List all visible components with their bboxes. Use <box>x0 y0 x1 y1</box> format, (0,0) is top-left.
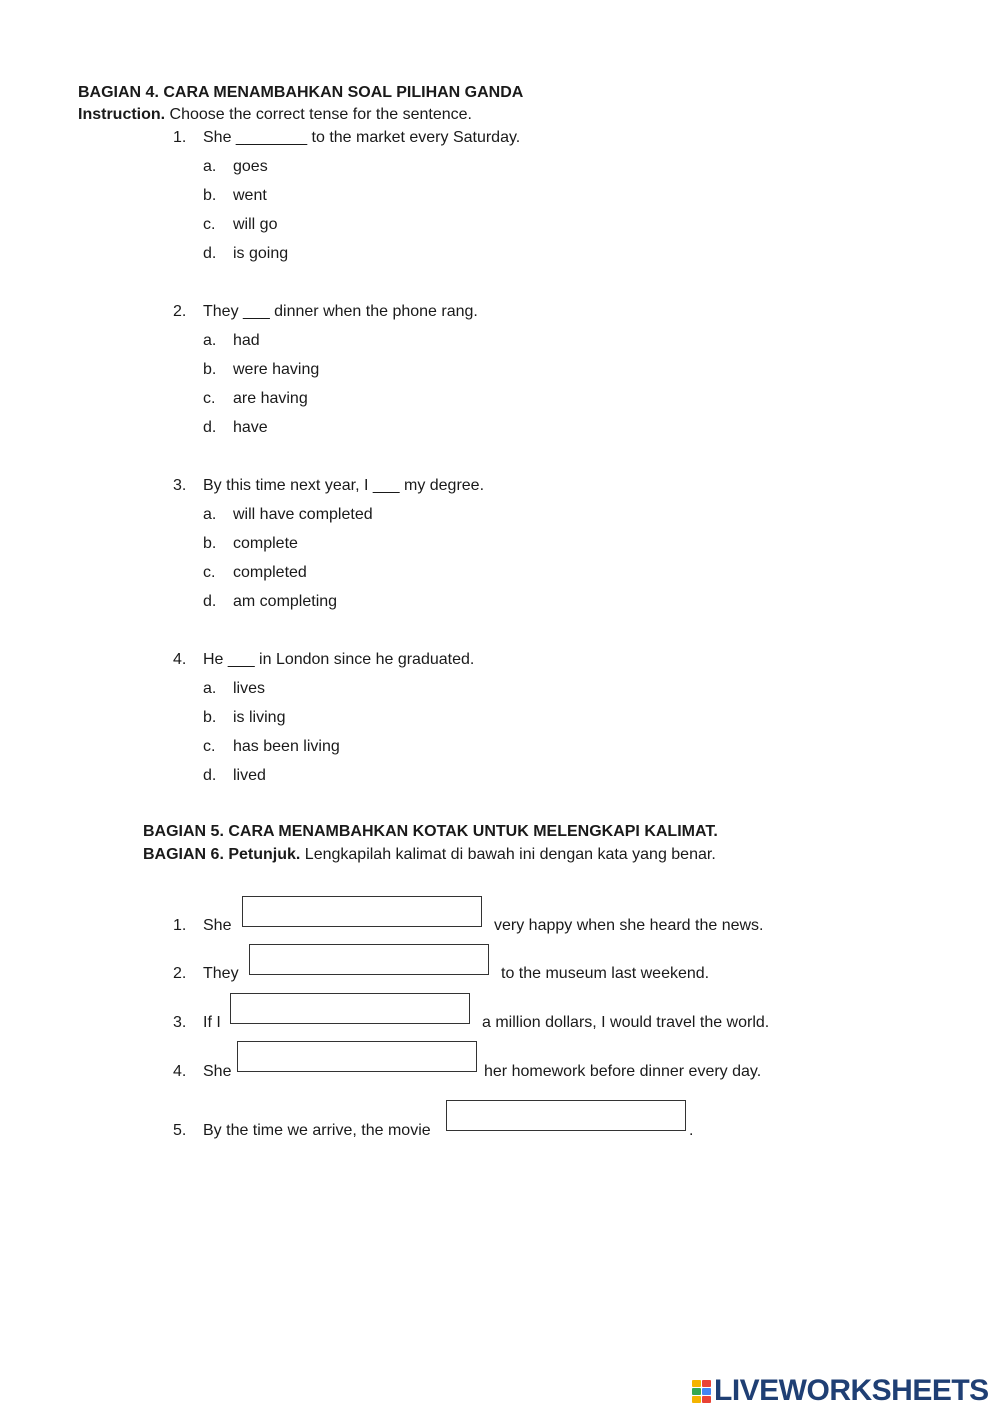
fill-item-2-input[interactable] <box>249 944 489 975</box>
option-4c[interactable] <box>203 738 340 756</box>
fill-item-2-number: 2. <box>173 965 187 982</box>
fill-item-4-input[interactable] <box>237 1041 477 1072</box>
section6-instruction <box>143 846 716 864</box>
question-number: 1. <box>173 129 187 146</box>
section6-text: Lengkapilah kalimat di bawah ini dengan kata yang benar. <box>300 846 716 863</box>
option-letter: b. <box>203 361 217 378</box>
logo-grid-icon <box>692 1380 711 1403</box>
fill-item-5-before: By the time we arrive, the movie <box>203 1122 431 1139</box>
option-text: has been living <box>233 738 340 755</box>
question-text: They ___ dinner when the phone rang. <box>203 303 478 320</box>
option-text: lived <box>233 767 266 784</box>
option-2c[interactable] <box>203 390 308 408</box>
section6-label: Petunjuk. <box>228 846 301 863</box>
fill-item-5-number: 5. <box>173 1122 187 1139</box>
option-text: am completing <box>233 593 338 610</box>
section4-instruction <box>78 106 472 124</box>
option-1c[interactable] <box>203 216 278 234</box>
fill-item-3-after: a million dollars, I would travel the world. <box>482 1014 770 1031</box>
fill-item-4-before: She <box>203 1063 232 1080</box>
section5-title: BAGIAN 5. CARA MENAMBAHKAN KOTAK UNTUK MELENGKAPI KALIMAT. <box>143 823 718 840</box>
question-number: 2. <box>173 303 187 320</box>
option-letter: d. <box>203 767 217 784</box>
question-text: By this time next year, I ___ my degree. <box>203 477 485 494</box>
option-letter: c. <box>203 390 216 407</box>
option-letter: c. <box>203 564 216 581</box>
fill-item-3-number: 3. <box>173 1014 187 1031</box>
fill-item-1-input[interactable] <box>242 896 482 927</box>
option-2a[interactable] <box>203 332 260 350</box>
option-text: will go <box>233 216 278 233</box>
fill-item-1-number: 1. <box>173 917 187 934</box>
option-text: is going <box>233 245 289 262</box>
option-3a[interactable] <box>203 506 373 524</box>
option-3b[interactable] <box>203 535 298 553</box>
option-1d[interactable] <box>203 245 289 263</box>
option-text: have <box>233 419 268 436</box>
fill-item-3-input[interactable] <box>230 993 470 1024</box>
fill-item-2-before: They <box>203 965 239 982</box>
option-letter: a. <box>203 680 217 697</box>
option-letter: a. <box>203 506 217 523</box>
option-3d[interactable] <box>203 593 338 611</box>
question-1 <box>173 129 521 147</box>
option-letter: b. <box>203 709 217 726</box>
question-number: 4. <box>173 651 187 668</box>
option-text: will have completed <box>233 506 373 523</box>
question-text: He ___ in London since he graduated. <box>203 651 475 668</box>
option-text: goes <box>233 158 268 175</box>
option-1b[interactable] <box>203 187 267 205</box>
question-4 <box>173 651 475 669</box>
option-4b[interactable] <box>203 709 286 727</box>
option-letter: b. <box>203 535 217 552</box>
option-4a[interactable] <box>203 680 266 698</box>
option-letter: c. <box>203 738 216 755</box>
liveworksheets-logo <box>692 1375 989 1407</box>
option-letter: a. <box>203 158 217 175</box>
fill-item-4-after: her homework before dinner every day. <box>484 1063 762 1080</box>
option-text: are having <box>233 390 308 407</box>
option-text: is living <box>233 709 286 726</box>
option-letter: b. <box>203 187 217 204</box>
section4-title: BAGIAN 4. CARA MENAMBAHKAN SOAL PILIHAN GANDA <box>78 84 524 101</box>
option-text: completed <box>233 564 307 581</box>
option-text: were having <box>233 361 320 378</box>
fill-item-1-after: very happy when she heard the news. <box>494 917 764 934</box>
fill-item-3-before: If I <box>203 1014 221 1031</box>
option-3c[interactable] <box>203 564 307 582</box>
question-text: She ________ to the market every Saturday. <box>203 129 521 146</box>
option-letter: c. <box>203 216 216 233</box>
option-letter: d. <box>203 245 217 262</box>
option-letter: d. <box>203 593 217 610</box>
option-2b[interactable] <box>203 361 320 379</box>
logo-text: LIVEWORKSHEETS <box>714 1374 989 1407</box>
option-2d[interactable] <box>203 419 268 437</box>
option-text: complete <box>233 535 298 552</box>
fill-item-5-input[interactable] <box>446 1100 686 1131</box>
option-text: went <box>233 187 267 204</box>
option-1a[interactable] <box>203 158 268 176</box>
fill-item-4-number: 4. <box>173 1063 187 1080</box>
question-number: 3. <box>173 477 187 494</box>
fill-item-5-after: . <box>689 1122 694 1139</box>
option-letter: d. <box>203 419 217 436</box>
fill-item-2-after: to the museum last weekend. <box>501 965 710 982</box>
option-4d[interactable] <box>203 767 266 785</box>
fill-item-1-before: She <box>203 917 232 934</box>
option-text: had <box>233 332 260 349</box>
option-letter: a. <box>203 332 217 349</box>
option-text: lives <box>233 680 266 697</box>
question-2 <box>173 303 478 321</box>
instruction-label: Instruction. <box>78 106 166 123</box>
section6-prefix: BAGIAN 6. <box>143 846 229 863</box>
instruction-text: Choose the correct tense for the sentence. <box>165 106 472 123</box>
question-3 <box>173 477 485 495</box>
